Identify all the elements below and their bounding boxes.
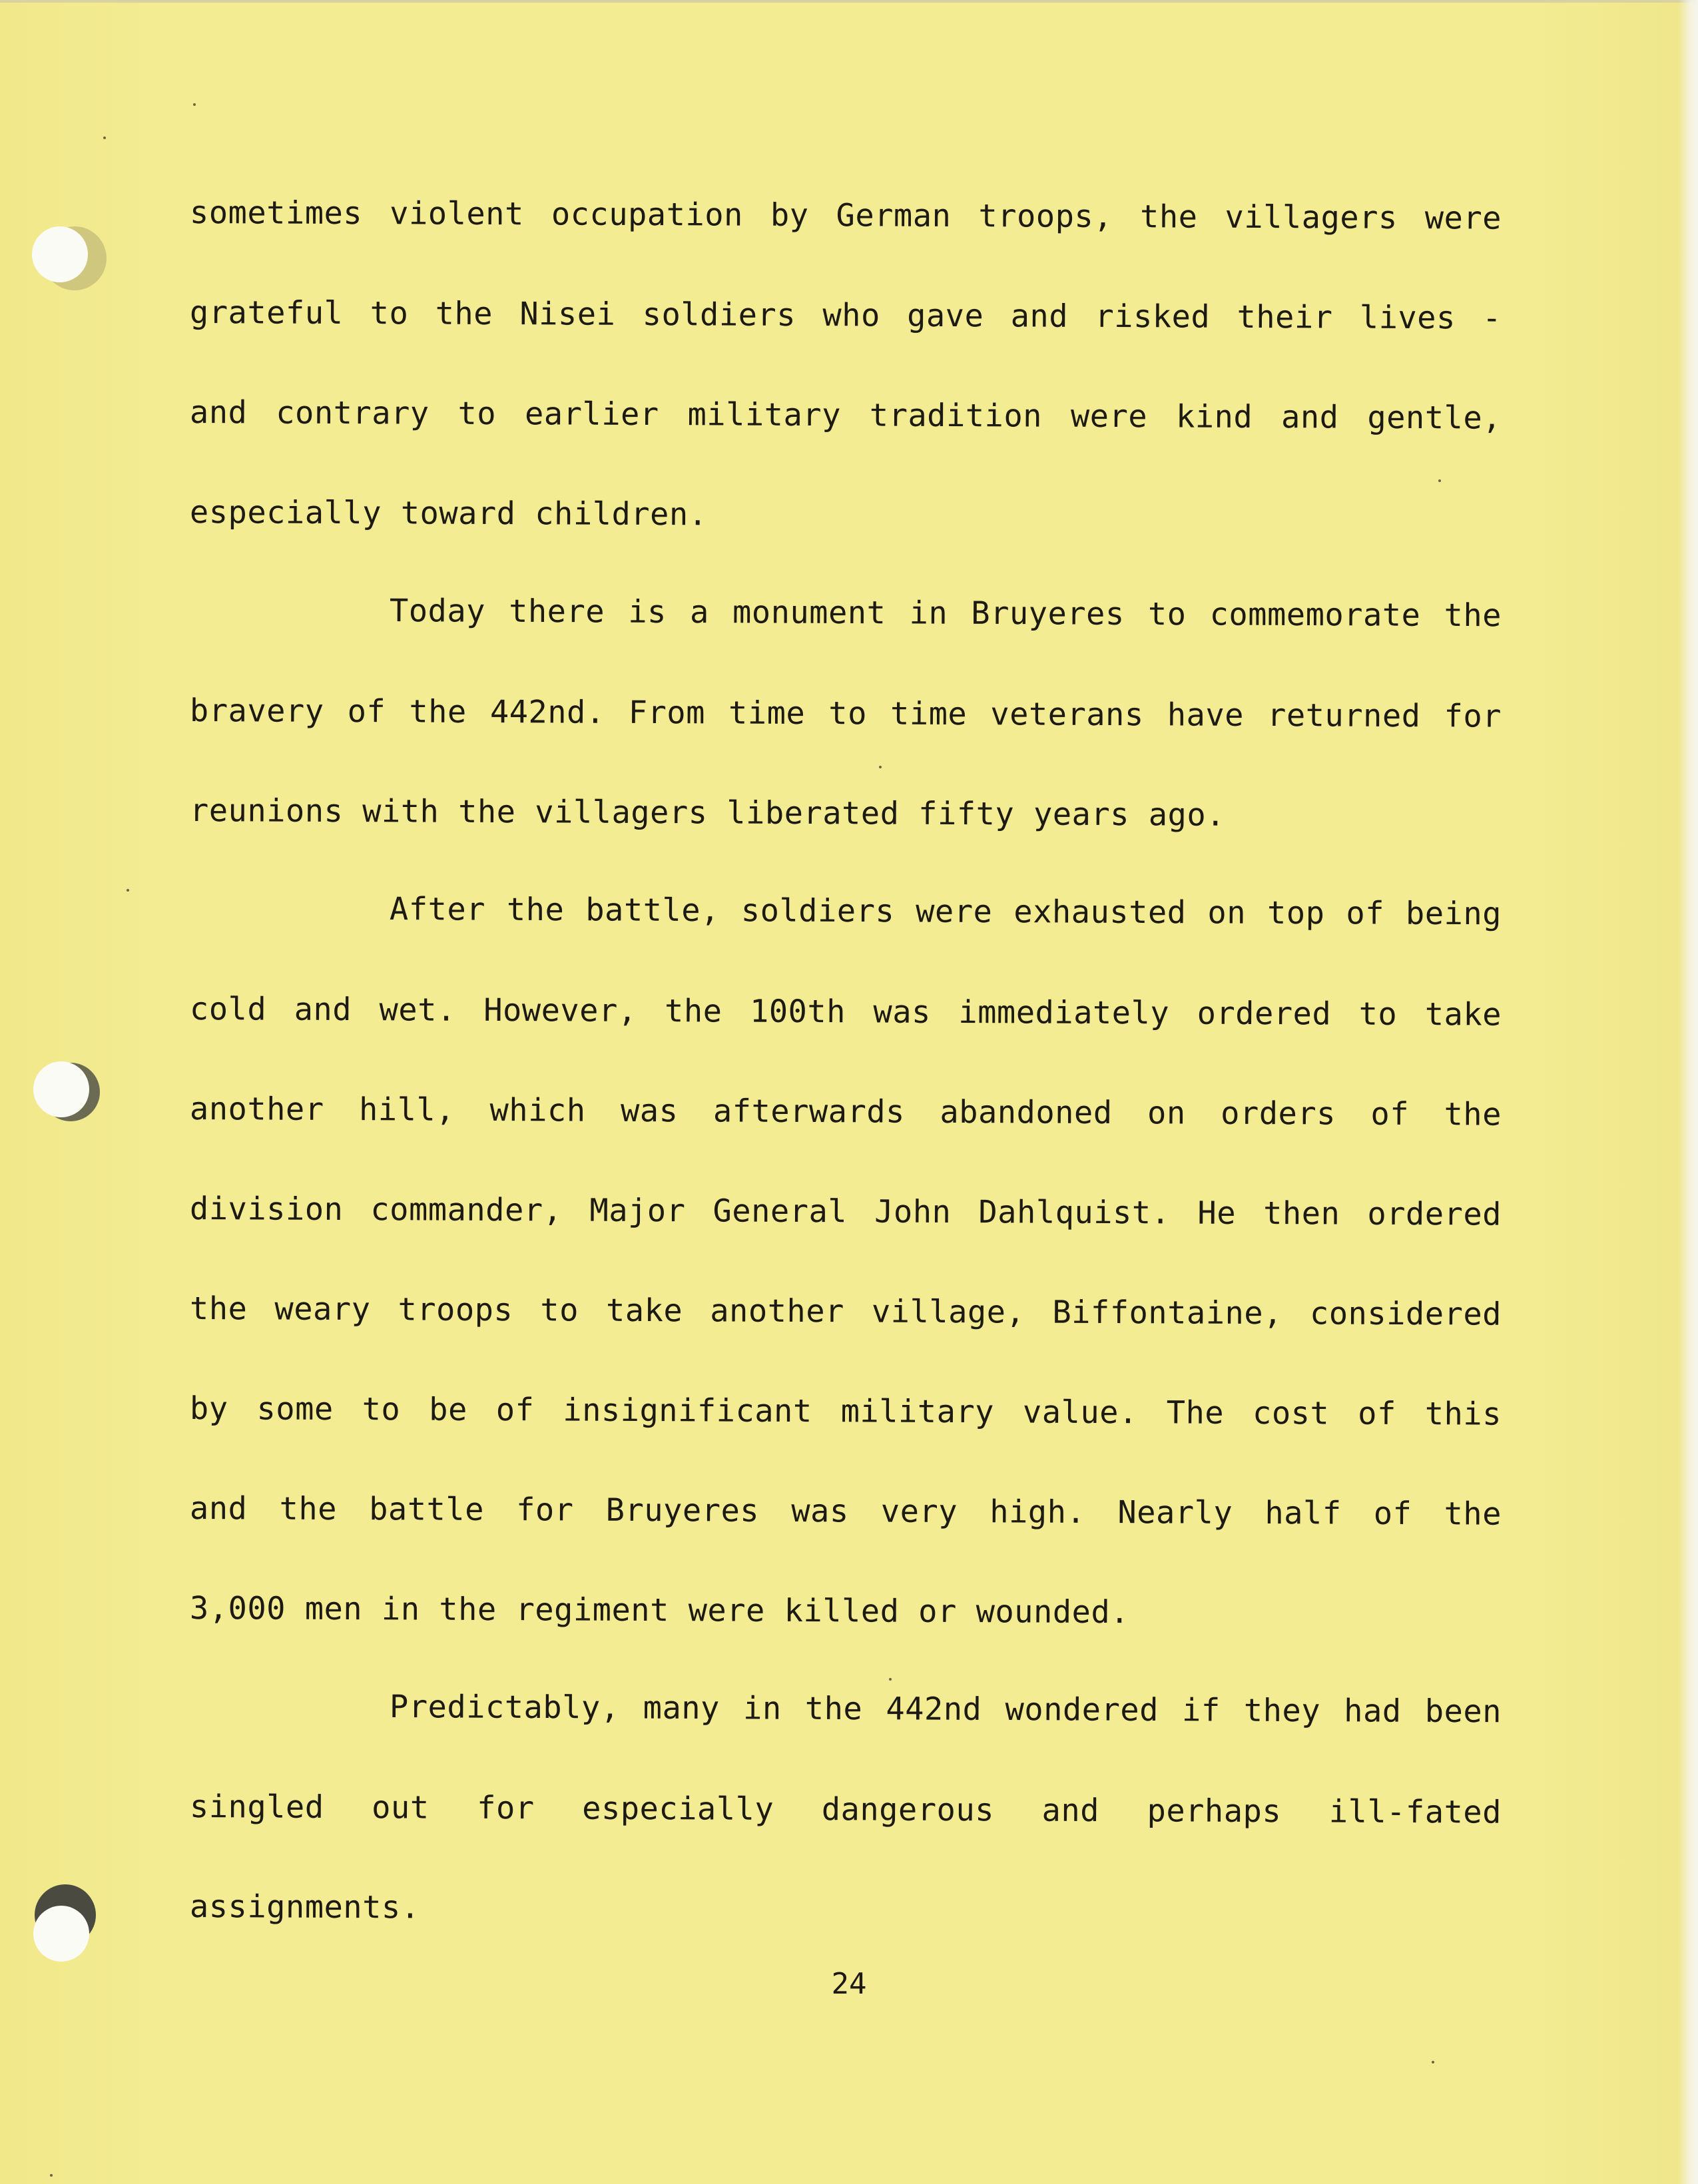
text-line: grateful to the Nisei soldiers who gave and risked their lives - [189,294,1502,337]
page-number: 24 [831,1967,867,2001]
text-line: reunions with the villagers liberated fifty years ago. [189,792,1226,834]
text-line: division commander, Major General John Dahlquist. He then ordered [189,1191,1502,1233]
text-line: the weary troops to take another village, Biffontaine, considered [189,1290,1502,1333]
text-line: After the battle, soldiers were exhausted on top of being [389,891,1502,933]
paper-speck [1438,479,1441,482]
paper-speck [879,766,882,768]
text-line: and contrary to earlier military tradition were kind and gentle, [189,394,1502,437]
paper-speck [889,1678,892,1681]
text-line: by some to be of insignificant military value. The cost of this [189,1390,1502,1433]
text-line: assignments. [189,1888,420,1926]
text-line: bravery of the 442nd. From time to time veterans have returned for [189,692,1502,735]
text-line: sometimes violent occupation by German troops, the villagers were [189,194,1502,237]
top-edge [0,0,1698,3]
binder-hole-middle [33,1061,89,1117]
text-line: cold and wet. However, the 100th was immediately ordered to take [189,991,1502,1033]
paper-speck [50,2174,53,2177]
paper-speck [1432,2061,1434,2063]
text-line: especially toward children. [189,494,708,533]
text-line: singled out for especially dangerous and perhaps ill-fated [189,1788,1502,1831]
text-line: another hill, which was afterwards abandoned on orders of the [189,1091,1502,1133]
binder-hole-bottom [33,1906,89,1962]
text-line: Predictably, many in the 442nd wondered if they had been [389,1689,1502,1731]
text-line: Today there is a monument in Bruyeres to commemorate the [389,593,1502,635]
right-edge [1678,0,1698,2184]
text-line: and the battle for Bruyeres was very high. Nearly half of the [189,1490,1502,1533]
binder-hole-top [32,226,88,282]
paper-speck [127,889,129,892]
paper-speck [103,136,106,139]
paper-speck [193,103,196,106]
text-line: 3,000 men in the regiment were killed or wounded. [189,1590,1130,1631]
